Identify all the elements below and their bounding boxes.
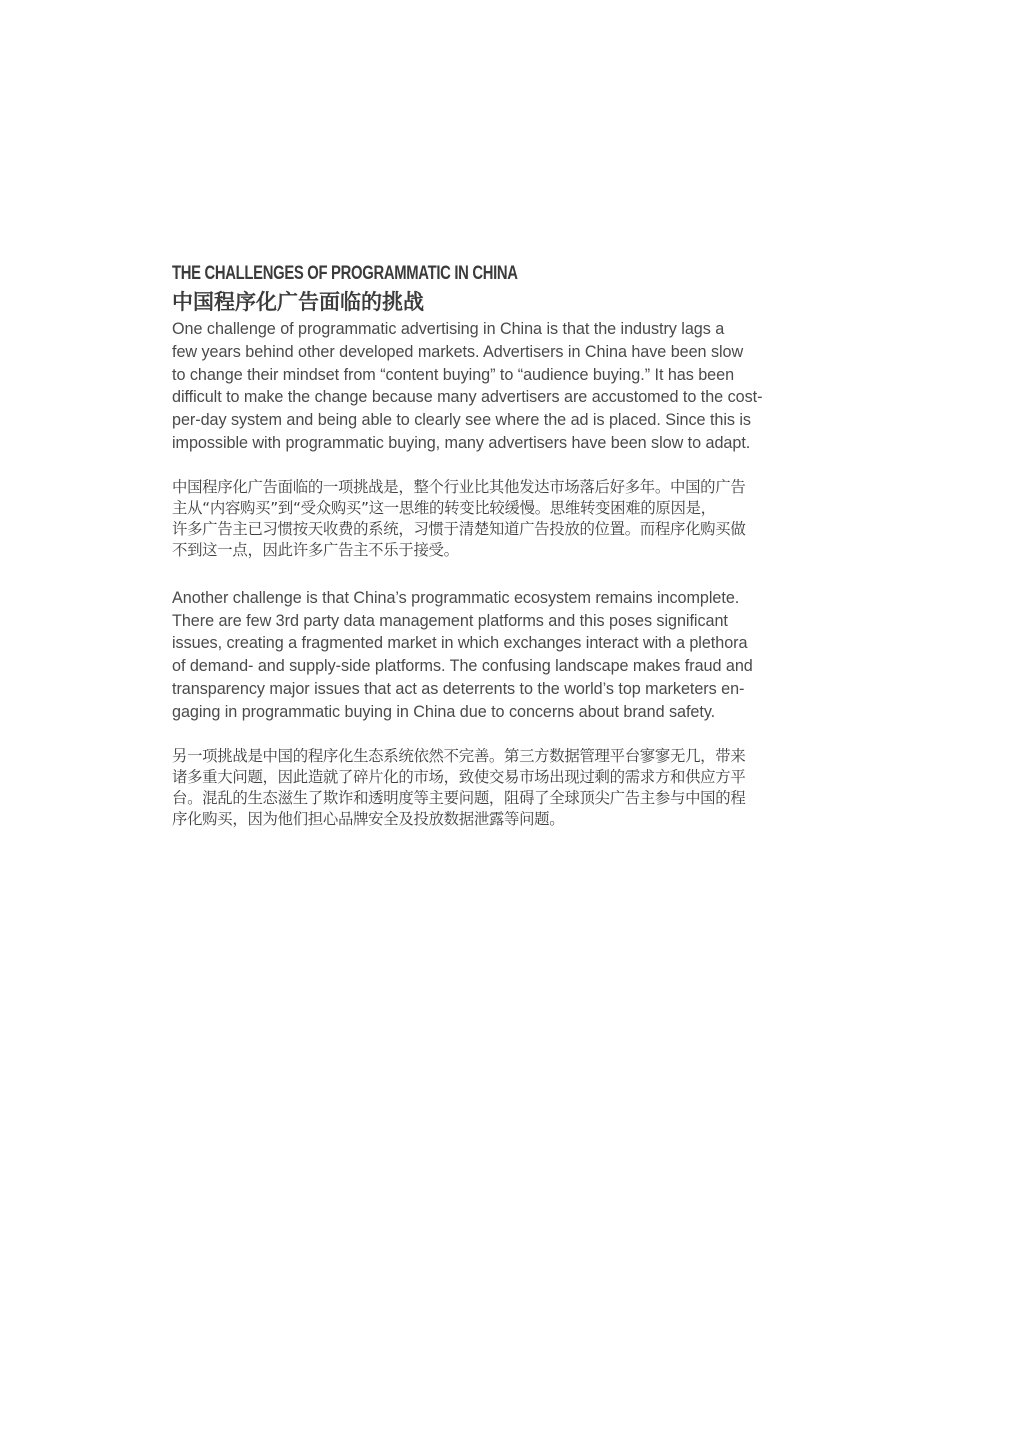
text-line: Another challenge is that China’s programmatic ecosystem remains incomplete.	[172, 588, 740, 607]
text-line: 主从“内容购买”到“受众购买”这一思维的转变比较缓慢。思维转变困难的原因是，	[172, 498, 716, 517]
paragraph-spacer	[172, 561, 838, 587]
text-line: difficult to make the change because many advertisers are accustomed to the cost-	[172, 388, 763, 407]
text-line: to change their mindset from “content buying” to “audience buying.” It has been	[172, 365, 735, 384]
text-line: 台。混乱的生态滋生了欺诈和透明度等主要问题，阻碍了全球顶尖广告主参与中国的程	[172, 788, 746, 807]
text-line: 中国程序化广告面临的一项挑战是，整个行业比其他发达市场落后好多年。中国的广告	[172, 477, 746, 496]
text-line: transparency major issues that act as deterrents to the world’s top marketers en-	[172, 679, 745, 698]
text-line: 不到这一点，因此许多广告主不乐于接受。	[172, 540, 459, 559]
text-line: per-day system and being able to clearly see where the ad is placed. Since this is	[172, 411, 751, 430]
text-line: 另一项挑战是中国的程序化生态系统依然不完善。第三方数据管理平台寥寥无几，带来	[172, 746, 746, 765]
title-english: THE CHALLENGES OF PROGRAMMATIC IN CHINA	[172, 263, 518, 284]
title-chinese: 中国程序化广告面临的挑战	[172, 290, 424, 314]
article-section	[172, 262, 838, 830]
text-line: of demand- and supply-side platforms. The confusing landscape makes fraud and	[172, 657, 753, 676]
paragraph-1-english	[172, 318, 838, 455]
text-line: 诸多重大问题，因此造就了碎片化的市场，致使交易市场出现过剩的需求方和供应方平	[172, 767, 746, 786]
text-line: issues, creating a fragmented market in which exchanges interact with a plethora	[172, 634, 748, 653]
text-line: few years behind other developed markets. Advertisers in China have been slow	[172, 342, 744, 361]
text-line: There are few 3rd party data management platforms and this poses significant	[172, 611, 728, 630]
paragraph-1-chinese	[172, 477, 838, 561]
text-line: One challenge of programmatic advertising in China is that the industry lags a	[172, 320, 725, 338]
text-line: impossible with programmatic buying, many advertisers have been slow to adapt.	[172, 433, 751, 452]
text-line: 序化购买，因为他们担心品牌安全及投放数据泄露等问题。	[172, 809, 565, 828]
text-line: 许多广告主已习惯按天收费的系统，习惯于清楚知道广告投放的位置。而程序化购买做	[172, 519, 746, 538]
paragraph-2-chinese	[172, 746, 838, 830]
paragraph-spacer	[172, 455, 838, 477]
text-line: gaging in programmatic buying in China due to concerns about brand safety.	[172, 702, 716, 721]
paragraph-2-english	[172, 587, 838, 724]
paragraph-spacer	[172, 724, 838, 746]
